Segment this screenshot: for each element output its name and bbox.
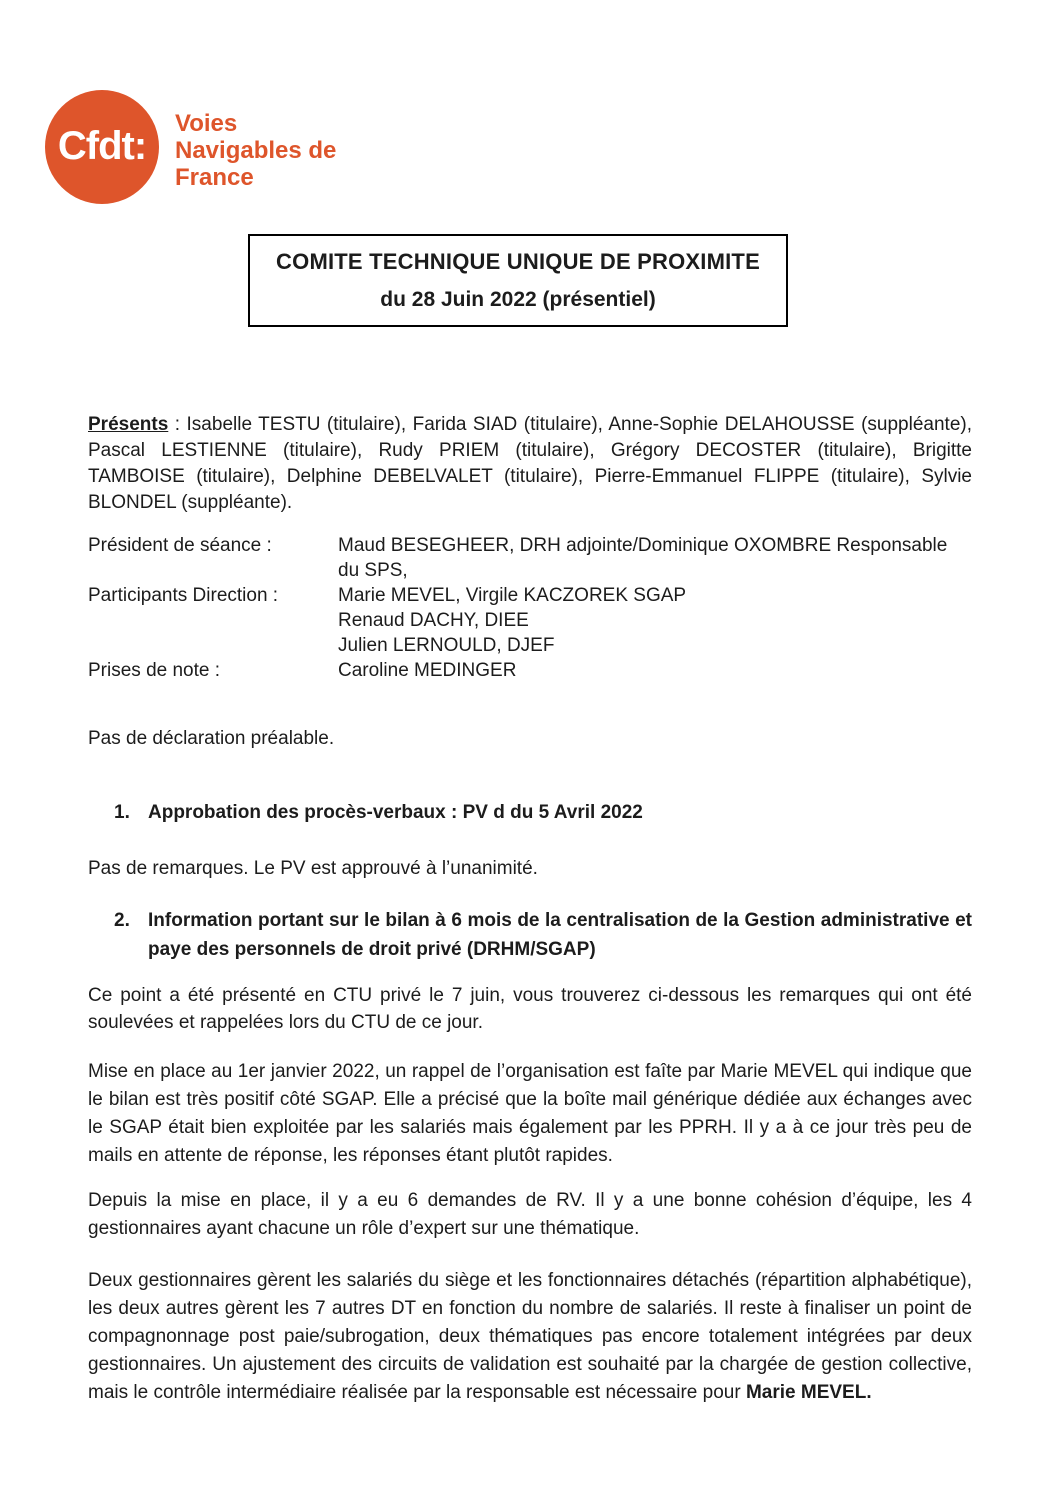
role-label: Président de séance : (88, 535, 272, 556)
paragraph-4-bold-name: Marie MEVEL. (745, 1382, 872, 1403)
role-row (88, 633, 972, 658)
title-box (248, 234, 788, 327)
role-row (88, 608, 972, 633)
section-2-number: 2. (114, 910, 130, 931)
section-2-paragraph-1: Ce point a été présenté en CTU privé le 7 juin, vous trouverez ci-dessous les remarques qui ont été soulevées et rappelées lors du CTU de ce jour. (88, 985, 972, 1033)
section-2-paragraph-2: Mise en place au 1er janvier 2022, un rappel de l’organisation est faîte par Marie MEVEL qui indique que le bilan est très positif côté SGAP. Elle a précisé que la boîte mail générique dédiée aux échanges avec le SGAP était bien exploitée par les salariés mais également par les PPRH. Il y a à ce jour très peu de mails en attente de réponse, les réponses étant plutôt rapides. (88, 1061, 972, 1166)
attendees-separator: : (168, 414, 187, 435)
document-title: COMITE TECHNIQUE UNIQUE DE PROXIMITE (276, 249, 760, 274)
role-value: Maud BESEGHEER, DRH adjointe/Dominique OXOMBRE Responsable du SPS, (338, 535, 948, 581)
section-2-paragraph-3: Depuis la mise en place, il y a eu 6 demandes de RV. Il y a une bonne cohésion d’équipe, les 4 gestionnaires ayant chacune un rôle d’expert sur une thématique. (88, 1190, 972, 1239)
role-value: Renaud DACHY, DIEE (338, 610, 529, 631)
meeting-roles (88, 533, 972, 683)
section-1-heading (88, 798, 972, 827)
role-label: Prises de note : (88, 660, 221, 681)
no-declaration-note: Pas de déclaration préalable. (88, 728, 335, 749)
role-row (88, 658, 972, 683)
attendees-list: Isabelle TESTU (titulaire), Farida SIAD (titulaire), Anne-Sophie DELAHOUSSE (suppléante), Pascal LESTIENNE (titulaire), Rudy PRIEM (titulaire), Grégory DECOSTER (titulaire), Brigitte TAMBOISE (titulaire), Delphine DEBELVALET (titulaire), Pierre-Emmanuel FLIPPE (titulaire), Sylvie BLONDEL (suppléante). (88, 414, 972, 513)
role-label: Participants Direction : (88, 585, 279, 606)
cfdt-logo-circle (45, 90, 159, 204)
role-row (88, 533, 972, 583)
attendees-paragraph (88, 412, 972, 516)
section-1-number: 1. (114, 802, 130, 823)
section-1-paragraph: Pas de remarques. Le PV est approuvé à l’unanimité. (88, 858, 538, 879)
section-2-heading (88, 906, 972, 964)
attendees-label: Présents (88, 414, 169, 435)
role-label (88, 608, 338, 633)
section-2-title: Information portant sur le bilan à 6 mois de la centralisation de la Gestion administrative et paye des personnels de droit privé (DRHM/SGAP) (148, 910, 972, 960)
section-2-paragraph-4 (88, 1267, 972, 1407)
org-line-3: France (175, 164, 254, 191)
paragraph-4-body: Deux gestionnaires gèrent les salariés du siège et les fonctionnaires détachés (répartition alphabétique), les deux autres gèrent les 7 autres DT en fonction du nombre de salariés. Il reste à finaliser un point de compagnonnage post paie/subrogation, deux thématiques pas encore totalement intégrées par deux gestionnaires. Un ajustement des circuits de validation est souhaité par la chargée de gestion collective, mais le contrôle intermédiaire réalisée par la responsable est nécessaire pour (88, 1270, 972, 1403)
org-line-1: Voies (175, 110, 238, 137)
section-1-title: Approbation des procès-verbaux : PV d du 5 Avril 2022 (148, 802, 643, 823)
cfdt-logo (45, 90, 336, 204)
role-value: Julien LERNOULD, DJEF (338, 635, 555, 656)
role-value: Caroline MEDINGER (338, 660, 517, 681)
document-body (88, 405, 972, 1407)
role-value: Marie MEVEL, Virgile KACZOREK SGAP (338, 585, 687, 606)
organization-name (175, 110, 336, 191)
org-line-2: Navigables de (175, 137, 337, 164)
role-row (88, 583, 972, 608)
cfdt-logo-text: Cfdt: (57, 123, 147, 168)
document-subtitle: du 28 Juin 2022 (présentiel) (380, 288, 656, 311)
role-label (88, 633, 338, 658)
